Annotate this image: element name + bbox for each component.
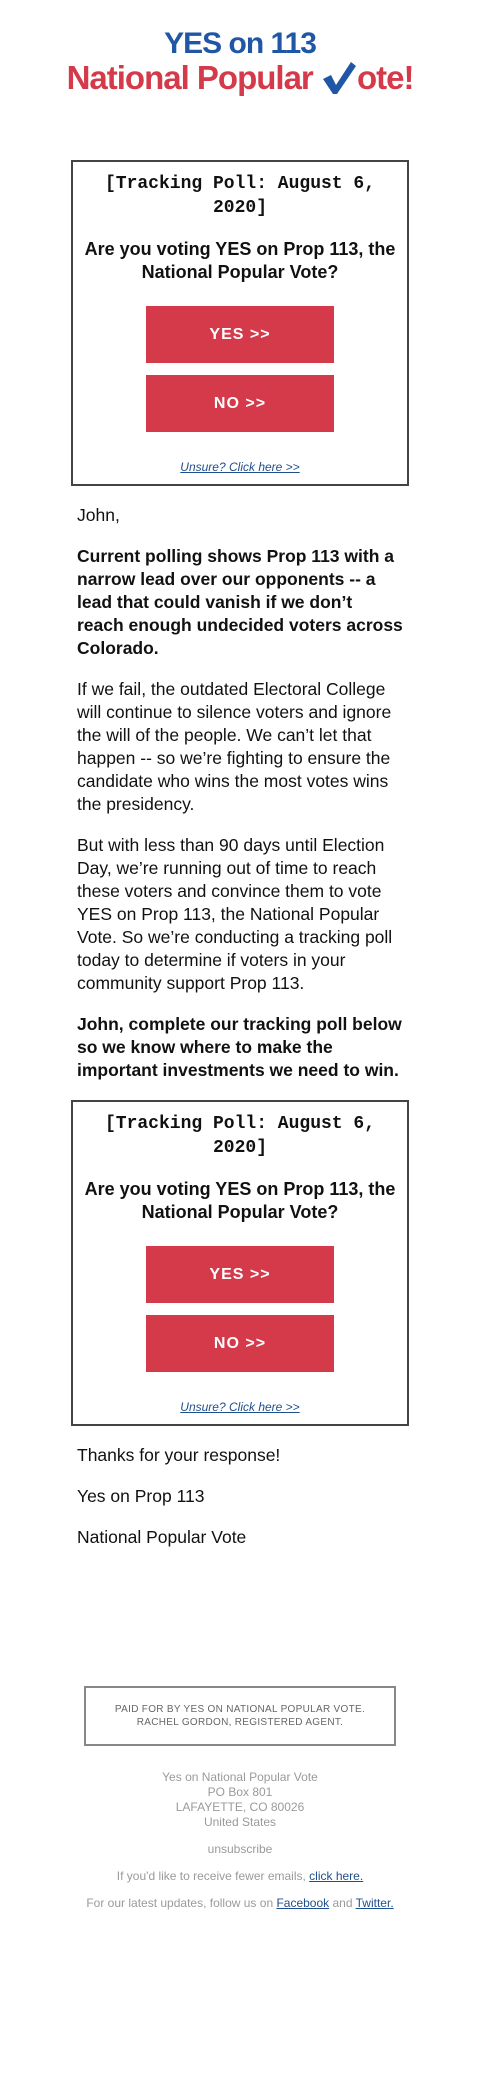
- yes-button[interactable]: YES >>: [146, 306, 334, 363]
- poll-question: Are you voting YES on Prop 113, the National Popular Vote?: [84, 239, 396, 282]
- fewer-emails-text: If you'd like to receive fewer emails,: [116, 1869, 310, 1883]
- paragraph-2: If we fail, the outdated Electoral College will continue to silence voters and ignore the will of the people. We can’t let that happen -- so we’re fighting to ensure the candidate who wins the most votes wins the presidency.: [77, 679, 392, 814]
- logo-line1: YES on 113: [164, 27, 316, 60]
- poll-question: Are you voting YES on Prop 113, the National Popular Vote?: [84, 1179, 396, 1222]
- no-button[interactable]: NO >>: [146, 375, 334, 432]
- checkmark-icon: [321, 61, 357, 95]
- message-body: [77, 504, 403, 1082]
- follow-row: [0, 1896, 480, 1911]
- and-text: and: [329, 1896, 356, 1910]
- poll-date: [Tracking Poll: August 6, 2020]: [104, 1114, 376, 1158]
- disclaimer-line1: PAID FOR BY YES ON NATIONAL POPULAR VOTE.: [114, 1704, 366, 1715]
- footer: [0, 1770, 480, 1911]
- signature-line1: Yes on Prop 113: [77, 1486, 205, 1506]
- fewer-emails-link[interactable]: click here.: [309, 1869, 364, 1883]
- logo-line2: [67, 60, 414, 96]
- unsubscribe-link[interactable]: unsubscribe: [207, 1842, 273, 1856]
- thanks-text: Thanks for your response!: [77, 1445, 281, 1465]
- logo-line2-prefix: National Popular: [66, 59, 321, 96]
- footer-address1: PO Box 801: [207, 1785, 273, 1799]
- footer-address2: LAFAYETTE, CO 80026: [175, 1800, 305, 1814]
- footer-org: Yes on National Popular Vote: [162, 1770, 318, 1784]
- tracking-poll-top: [71, 160, 409, 486]
- paragraph-4: John, complete our tracking poll below so we know where to make the important investments we need to win.: [77, 1014, 402, 1080]
- footer-country: United States: [203, 1815, 277, 1829]
- signature-line2: National Popular Vote: [77, 1527, 247, 1547]
- unsubscribe-row: [0, 1842, 480, 1857]
- no-button[interactable]: NO >>: [146, 1315, 334, 1372]
- paragraph-3: But with less than 90 days until Election Day, we’re running out of time to reach these voters and convince them to vote YES on Prop 113, the National Popular Vote. So we’re conducting a tracking poll today to determine if voters in your community support Prop 113.: [77, 835, 393, 993]
- logo: [0, 0, 480, 106]
- facebook-link[interactable]: Facebook: [276, 1896, 330, 1910]
- unsure-link[interactable]: Unsure? Click here >>: [180, 1400, 300, 1414]
- unsure-link[interactable]: Unsure? Click here >>: [180, 460, 300, 474]
- fewer-emails-row: [0, 1869, 480, 1884]
- disclaimer-line2: RACHEL GORDON, REGISTERED AGENT.: [136, 1717, 344, 1728]
- tracking-poll-bottom: [71, 1100, 409, 1426]
- poll-date: [Tracking Poll: August 6, 2020]: [104, 174, 376, 218]
- greeting: John,: [77, 505, 120, 525]
- yes-button[interactable]: YES >>: [146, 1246, 334, 1303]
- follow-text: For our latest updates, follow us on: [86, 1896, 277, 1910]
- closing: [77, 1444, 403, 1549]
- paid-for-disclaimer: [84, 1686, 396, 1746]
- logo-line2-suffix: ote!: [356, 59, 414, 96]
- paragraph-1: Current polling shows Prop 113 with a narrow lead over our opponents -- a lead that could vanish if we don’t reach enough undecided voters across Colorado.: [77, 546, 403, 658]
- twitter-link[interactable]: Twitter.: [355, 1896, 394, 1910]
